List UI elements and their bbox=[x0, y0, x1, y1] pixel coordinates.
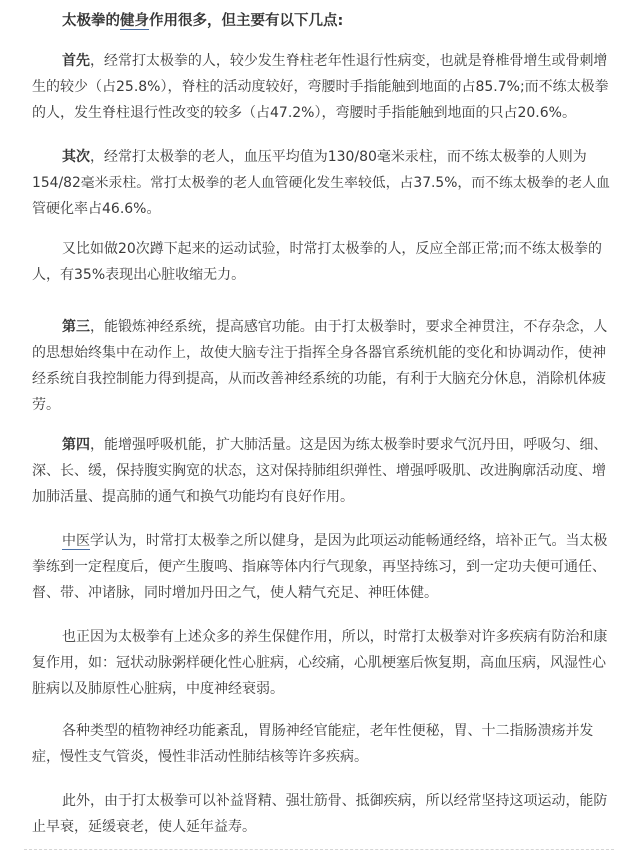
paragraph-lead: 第四 bbox=[62, 437, 90, 453]
paragraph-line: 的人，发生脊柱退行性改变的较多（占47.2%），弯腰时手指能触到地面的只占20.6%。 bbox=[32, 105, 576, 121]
paragraph-eighth bbox=[32, 718, 622, 770]
paragraph-line: 加肺活量、提高肺的通气和换气功能均有良好作用。 bbox=[32, 489, 354, 505]
heading-suffix: 作用很多，但主要有以下几点: bbox=[149, 13, 344, 29]
paragraph-line: 此外，由于打太极拳可以补益肾精、强壮筋骨、抵御疾病，所以经常坚持这项运动，能防 bbox=[62, 793, 608, 809]
link-jianshen[interactable]: 健身 bbox=[120, 13, 149, 29]
paragraph-line: 止早衰，延缓衰老，使人延年益寿。 bbox=[32, 819, 256, 835]
paragraph-text: ，能增强呼吸机能，扩大肺活量。这是因为练太极拳时要求气沉丹田，呼吸匀、细、 bbox=[89, 437, 608, 453]
paragraph-text: ，能锻炼神经系统，提高感官功能。由于打太极拳时，要求全神贯注，不存杂念，人 bbox=[89, 319, 608, 335]
paragraph-line: 脏病以及肺原性心脏病，中度神经衰弱。 bbox=[32, 681, 284, 697]
paragraph-line: 拳练到一定程度后，便产生腹鸣、指麻等体内行气现象，再坚持练习，到一定功夫便可通任、 bbox=[32, 559, 606, 575]
paragraph-text: ，经常打太极拳的老人，血压平均值为130/80毫米汞柱，而不练太极拳的人则为 bbox=[89, 149, 587, 165]
paragraph-line bbox=[62, 432, 622, 458]
paragraph-seventh bbox=[32, 624, 622, 702]
heading-prefix: 太极拳的 bbox=[62, 13, 120, 29]
article-heading bbox=[62, 8, 343, 34]
paragraph-line bbox=[62, 144, 622, 170]
paragraph-ninth bbox=[32, 788, 622, 840]
paragraph-line: 症，慢性支气管炎，慢性非活动性肺结核等许多疾病。 bbox=[32, 749, 368, 765]
paragraph-line: 生的较少（占25.8%），脊柱的活动度较好，弯腰时手指能触到地面的占85.7%;而不练太极拳 bbox=[32, 79, 609, 95]
paragraph-lead: 首先 bbox=[62, 53, 90, 69]
paragraph-line: 劳。 bbox=[32, 397, 60, 413]
paragraph-line: 的思想始终集中在动作上，故使大脑专注于指挥全身各器官系统机能的变化和协调动作，使神 bbox=[32, 345, 606, 361]
paragraph-line: 又比如做20次蹲下起来的运动试验，时常打太极拳的人，反应全部正常;而不练太极拳的 bbox=[62, 241, 602, 257]
paragraph-fifth bbox=[32, 432, 622, 510]
paragraph-line: 管硬化率占46.6%。 bbox=[32, 201, 161, 217]
paragraph-line: 各种类型的植物神经功能紊乱，胃肠神经官能症，老年性便秘，胃、十二指肠溃疡并发 bbox=[62, 723, 594, 739]
paragraph-first bbox=[32, 48, 622, 126]
paragraph-text: 学认为，时常打太极拳之所以健身，是因为此项运动能畅通经络，培补正气。当太极 bbox=[89, 533, 608, 549]
paragraph-line: 经系统自我控制能力得到提高，从而改善神经系统的功能，有利于大脑充分休息，消除机体疲 bbox=[32, 371, 606, 387]
link-zhongyi[interactable]: 中医 bbox=[62, 533, 90, 549]
paragraph-line bbox=[62, 314, 622, 340]
paragraph-second bbox=[32, 144, 622, 222]
paragraph-third bbox=[32, 236, 622, 288]
paragraph-lead: 其次 bbox=[62, 149, 90, 165]
paragraph-line: 复作用，如：冠状动脉粥样硬化性心脏病，心绞痛，心肌梗塞后恢复期，高血压病，风湿性心 bbox=[32, 655, 606, 671]
paragraph-sixth bbox=[32, 528, 622, 606]
paragraph-line: 人，有35%表现出心脏收缩无力。 bbox=[32, 267, 246, 283]
paragraph-line bbox=[62, 48, 622, 74]
paragraph-lead: 第三 bbox=[62, 319, 90, 335]
paragraph-line: 154/82毫米汞柱。常打太极拳的老人血管硬化发生率较低，占37.5%，而不练太极拳的老人血 bbox=[32, 175, 610, 191]
paragraph-text: ，经常打太极拳的人，较少发生脊柱老年性退行性病变，也就是脊椎骨增生或骨刺增 bbox=[89, 53, 608, 69]
bottom-divider bbox=[24, 849, 614, 850]
paragraph-line bbox=[62, 528, 622, 554]
paragraph-line: 深、长、缓，保持腹实胸宽的状态，这对保持肺组织弹性、增强呼吸肌、改进胸廓活动度、增 bbox=[32, 463, 606, 479]
paragraph-line: 督、带、冲诸脉，同时增加丹田之气，使人精气充足、神旺体健。 bbox=[32, 585, 438, 601]
paragraph-fourth bbox=[32, 314, 622, 418]
paragraph-line: 也正因为太极拳有上述众多的养生保健作用，所以，时常打太极拳对许多疾病有防治和康 bbox=[62, 629, 608, 645]
